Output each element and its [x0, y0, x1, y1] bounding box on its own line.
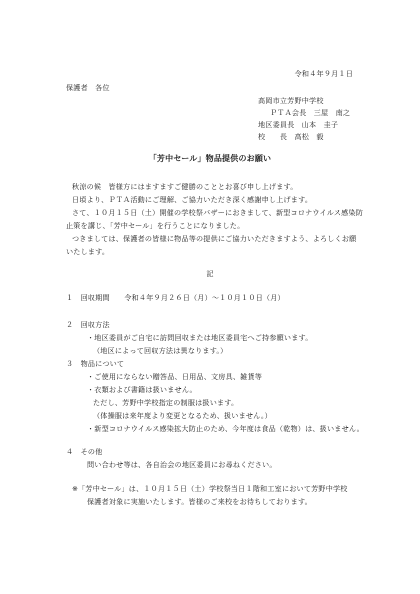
sender-school: 高岡市立芳野中学校	[258, 96, 324, 105]
item4-heading: ４ その他	[66, 447, 103, 456]
document-date: 令和４年９月１日	[294, 69, 353, 78]
note-line: ※「芳中セール」は、１０月１５日（土）学校祭当日１階和工室において芳野中学校	[72, 484, 348, 493]
item2-line: ・地区委員がご自宅に訪問回収または地区委員宅へご持参願います。	[87, 333, 313, 342]
body-line: 止策を講じ、「芳中セール」を行うことになりました。	[66, 221, 245, 230]
body-line: いたします。	[66, 247, 110, 256]
body-line: 日頃より、ＰＴＡ活動にご理解、ご協力いただき深く感謝申し上げます。	[72, 195, 313, 204]
item3-line: ただし、芳野中学校指定の制服は扱います。	[93, 398, 239, 407]
item2-line: （地区によって回収方法は異なります。）	[93, 346, 228, 355]
body-line: つきましては、保護者の皆様に物品等の提供にご協力いただきますよう、よろしくお願	[72, 234, 357, 243]
sender-pta-president: ＰＴＡ会長 三屋 南之	[270, 108, 351, 117]
sender-district-chair: 地区委員長 山本 圭子	[258, 120, 339, 129]
item3-heading: ３ 物品について	[66, 359, 125, 368]
addressee: 保護者 各位	[66, 83, 110, 92]
sender-principal: 校 長 高松 毅	[258, 132, 324, 141]
item3-line: ・新型コロナウイルス感染拡大防止のため、今年度は食品（乾物）は、扱いません。	[87, 424, 364, 433]
ki-heading: 記	[206, 269, 214, 278]
item1-collection-period: １ 回収期間 令和４年９月２６日（月）～１０月１０日（月）	[66, 293, 285, 302]
item2-heading: ２ 回収方法	[66, 320, 110, 329]
body-line: さて、１０月１５日（土）開催の学校祭バザーにおきまして、新型コロナウイルス感染防	[72, 208, 364, 217]
item3-line: （体操服は来年度より変更となるため、扱いません。）	[93, 411, 272, 420]
document-title: 「芳中セール」物品提供のお願い	[148, 154, 272, 163]
item3-line: ・ご使用にならない贈答品、日用品、文房具、雑貨等	[87, 372, 263, 381]
item3-line: ・衣類および書籍は扱いません。	[87, 385, 197, 394]
item4-line: 問い合わせ等は、各自治会の地区委員にお尋ねください。	[87, 460, 277, 469]
body-line: 秋涼の候 皆様方にはますますご健勝のこととお喜び申し上げます。	[72, 182, 298, 191]
note-line: 保護者対象に実施いたします。皆様のご来校をお待ちしております。	[87, 497, 312, 506]
